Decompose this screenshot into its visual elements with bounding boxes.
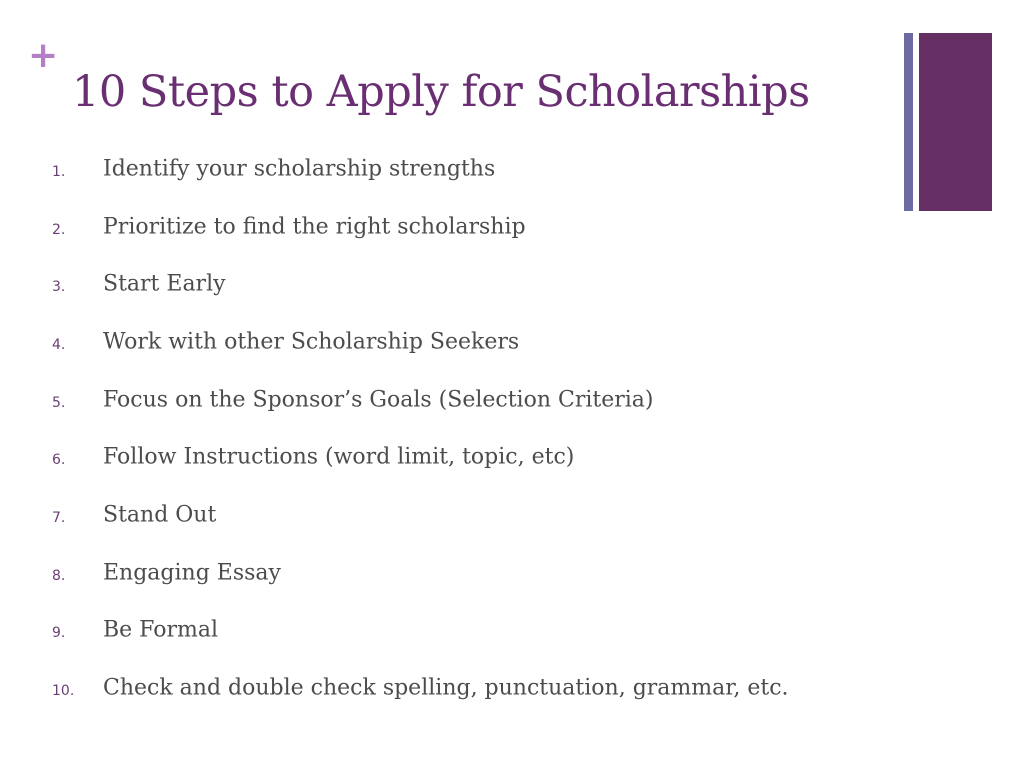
list-item: [0, 428, 900, 486]
list-item: [0, 602, 900, 660]
step-text: Check and double check spelling, punctuation, grammar, etc.: [103, 675, 789, 701]
step-text: Start Early: [103, 271, 226, 297]
step-text: Engaging Essay: [103, 560, 281, 586]
steps-list: [0, 140, 900, 717]
step-number: 7.: [52, 510, 66, 527]
step-text: Work with other Scholarship Seekers: [103, 329, 520, 355]
step-text: Focus on the Sponsor’s Goals (Selection Criteria): [103, 387, 654, 413]
slide-title: 10 Steps to Apply for Scholarships: [72, 67, 810, 117]
step-number: 2.: [52, 221, 66, 238]
list-item: [0, 371, 900, 429]
list-item: [0, 140, 900, 198]
step-number: 4.: [52, 337, 66, 354]
list-item: [0, 255, 900, 313]
step-number: 9.: [52, 625, 66, 642]
step-number: 10.: [52, 683, 75, 700]
step-number: 1.: [52, 164, 66, 181]
step-number: 5.: [52, 394, 66, 411]
plus-icon: +: [28, 35, 59, 76]
list-item: [0, 198, 900, 256]
list-item: [0, 313, 900, 371]
step-text: Identify your scholarship strengths: [103, 156, 496, 182]
step-number: 3.: [52, 279, 66, 296]
step-text: Stand Out: [103, 502, 217, 528]
step-text: Prioritize to find the right scholarship: [103, 214, 526, 240]
step-number: 8.: [52, 567, 66, 584]
accent-bar-thin: [904, 33, 913, 211]
list-item: [0, 486, 900, 544]
accent-bar-thick: [919, 33, 992, 211]
list-item: [0, 544, 900, 602]
step-number: 6.: [52, 452, 66, 469]
list-item: [0, 659, 900, 717]
step-text: Be Formal: [103, 617, 219, 643]
step-text: Follow Instructions (word limit, topic, etc): [103, 444, 575, 470]
